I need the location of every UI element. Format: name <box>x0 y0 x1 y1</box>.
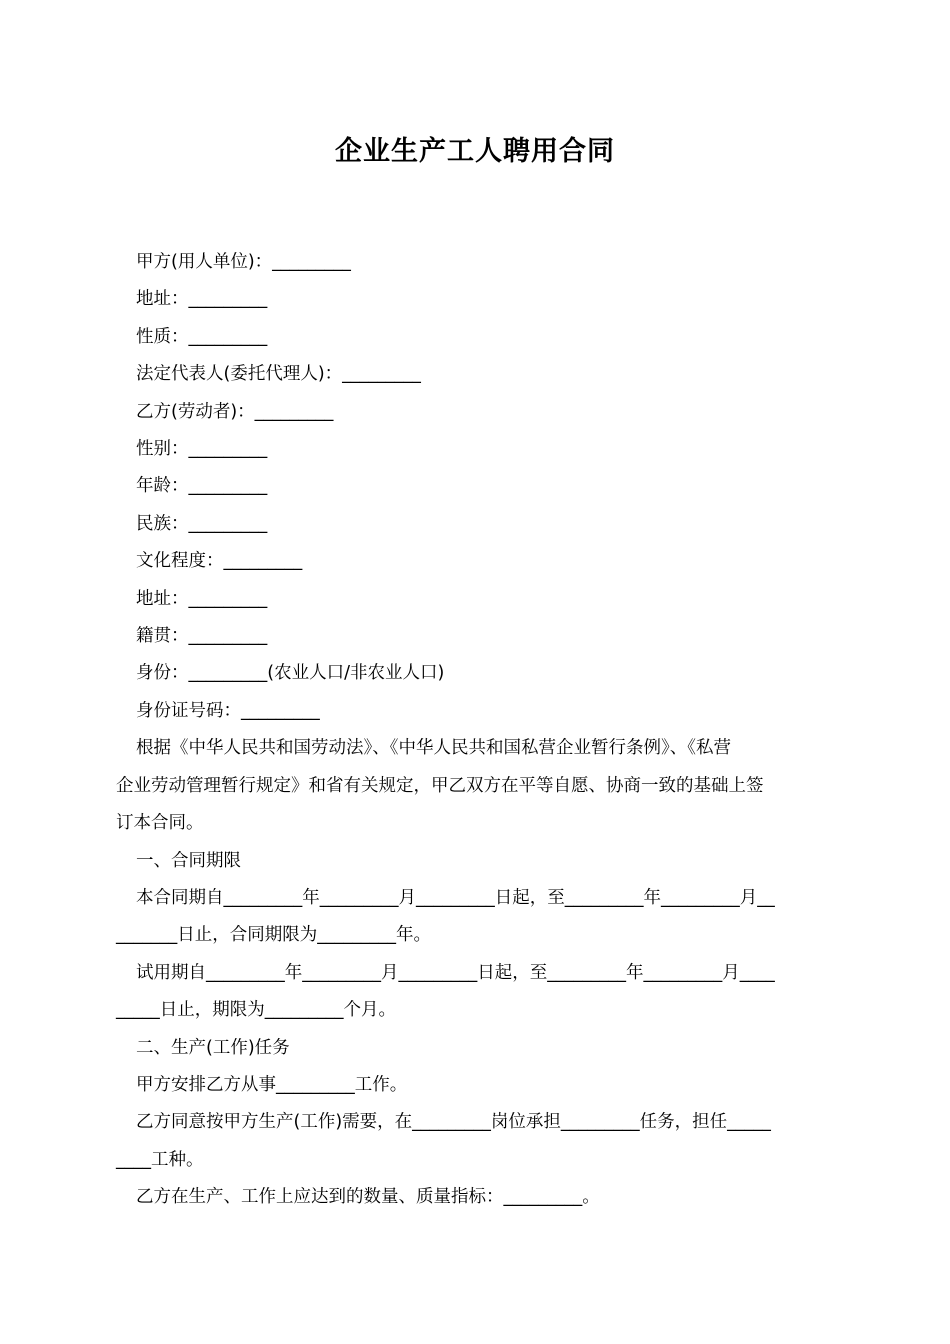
party-a-field: 甲方(用人单位)：_________ <box>136 252 351 272</box>
education-field: 文化程度：_________ <box>136 551 303 572</box>
contract-term-line-1: 本合同期自_________年_________月_________日起，至_________年_________月__ <box>136 887 775 908</box>
legal-representative-field: 法定代表人(委托代理人)：_________ <box>136 364 421 385</box>
party-a-nature-field: 性质：_________ <box>136 326 268 347</box>
gender-field: 性别：_________ <box>136 439 268 460</box>
trial-period-line-1: 试用期自_________年_________月_________日起，至_________年_________月____ <box>136 962 775 983</box>
preamble-line-3: 订本合同。 <box>116 813 204 834</box>
contract-term-line-2: _______日止，合同期限为_________年。 <box>116 925 431 946</box>
document-title: 企业生产工人聘用合同 <box>335 136 615 167</box>
age-field: 年龄：_________ <box>136 476 268 497</box>
section-heading-term: 一、合同期限 <box>136 850 241 871</box>
task-assignment-line: 甲方安排乙方从事_________工作。 <box>136 1074 408 1095</box>
party-b-field: 乙方(劳动者)：_________ <box>136 401 334 422</box>
identity-type-field: 身份：_________(农业人口/非农业人口) <box>136 663 445 684</box>
native-place-field: 籍贯：_________ <box>136 626 268 647</box>
preamble-line-2: 企业劳动管理暂行规定》和省有关规定，甲乙双方在平等自愿、协商一致的基础上签 <box>116 775 764 796</box>
section-heading-tasks: 二、生产(工作)任务 <box>136 1037 290 1058</box>
post-duty-line-2: ____工种。 <box>116 1149 204 1170</box>
party-b-address-field: 地址：_________ <box>136 588 268 609</box>
post-duty-line-1: 乙方同意按甲方生产(工作)需要，在_________岗位承担_________任务，担任_____ <box>136 1112 771 1133</box>
preamble-line-1: 根据《中华人民共和国劳动法》、《中华人民共和国私营企业暂行条例》、《私营 <box>136 738 731 759</box>
document-body <box>116 244 836 1217</box>
trial-period-line-2: _____日止，期限为_________个月。 <box>116 1000 396 1021</box>
id-number-field: 身份证号码：_________ <box>136 700 320 721</box>
quota-line: 乙方在生产、工作上应达到的数量、质量指标：_________。 <box>136 1187 600 1208</box>
party-a-address-field: 地址：_________ <box>136 289 268 310</box>
ethnicity-field: 民族：_________ <box>136 513 268 534</box>
